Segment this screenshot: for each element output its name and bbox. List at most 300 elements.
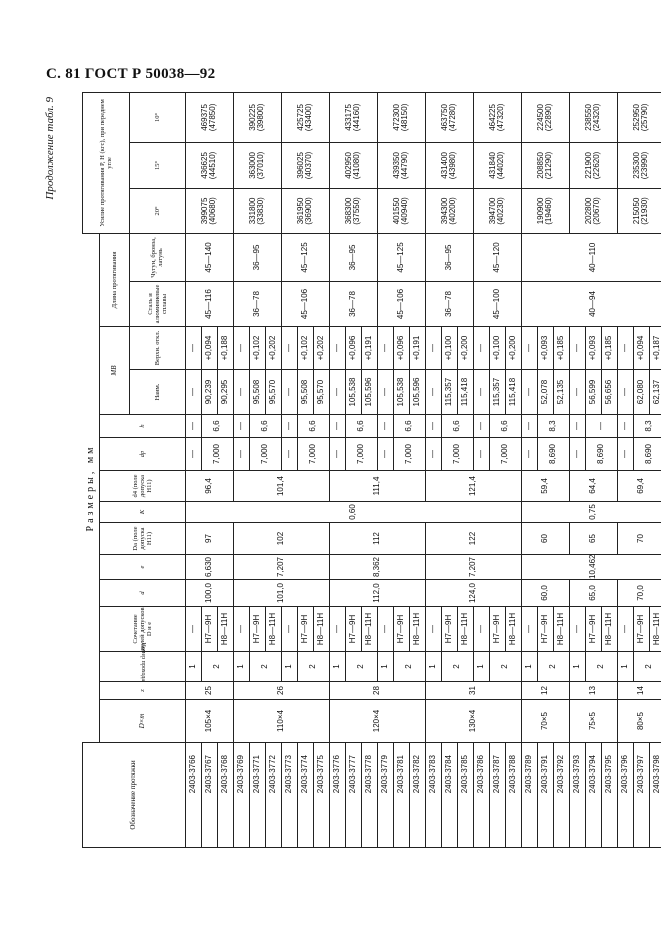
- tolerance-cell: —: [233, 607, 249, 652]
- d4-cell: 96,4: [185, 471, 233, 502]
- force-f15-cell: [281, 142, 329, 188]
- da-cell: 122: [425, 523, 521, 555]
- pass-number-cell: 2: [249, 652, 281, 682]
- force-f15-cell: [233, 142, 281, 188]
- tolerance-cell: —: [329, 607, 345, 652]
- header-force: Усилие протягивания P, Н (кгс), при переднем угле: [83, 92, 130, 233]
- pass-number-cell: 2: [393, 652, 425, 682]
- designation-cell: 2403-3785: [457, 743, 473, 848]
- force-newtons: 235300: [631, 152, 641, 179]
- mb-min-cell: 115,357: [441, 370, 457, 415]
- h-cell: —: [585, 415, 617, 438]
- da-cell: 65: [569, 523, 617, 555]
- dp-cell: 7,000: [441, 438, 473, 471]
- force-newtons: 463750: [439, 104, 449, 131]
- e-cell: 10,462: [521, 555, 661, 580]
- z-cell: 28: [329, 682, 425, 700]
- designation-cell: 2403-3796: [617, 743, 633, 848]
- tolerance-cell: H7—9H: [537, 607, 553, 652]
- force-newtons: 436625: [199, 152, 209, 179]
- d-cell: 124,0: [425, 580, 521, 607]
- force-kgf: (21290): [544, 151, 553, 180]
- mb-min-cell: —: [281, 370, 297, 415]
- broach-dimensions-table: [82, 92, 661, 848]
- len-cast-cell: 45—125: [281, 233, 329, 281]
- d-cell: 101,0: [233, 580, 329, 607]
- mb-dev-cell: +0,202: [313, 327, 329, 370]
- h-cell: —: [473, 415, 489, 438]
- designation-cell: 2403-3791: [537, 743, 553, 848]
- header-length: Длина протягивания: [99, 233, 129, 326]
- force-newtons: 208850: [535, 152, 545, 179]
- force-kgf: (37550): [352, 197, 361, 225]
- mb-dev-cell: +0,191: [409, 327, 425, 370]
- len-steel-cell: 45—116: [185, 282, 233, 327]
- len-cast-cell: 36—95: [329, 233, 377, 281]
- dp-cell: —: [377, 438, 393, 471]
- pass-number-cell: 2: [201, 652, 233, 682]
- force-f10-cell: [281, 92, 329, 142]
- mb-dev-cell: —: [569, 327, 585, 370]
- tolerance-cell: H7—9H: [441, 607, 457, 652]
- dp-cell: 7,000: [393, 438, 425, 471]
- force-f10-cell: [329, 92, 377, 142]
- k-cell: 0,75: [521, 502, 661, 523]
- tolerance-cell: —: [617, 607, 633, 652]
- tolerance-cell: H8—11H: [313, 607, 329, 652]
- len-steel-cell: 36—78: [233, 282, 281, 327]
- force-newtons: 396025: [295, 152, 305, 179]
- force-newtons: 401550: [391, 197, 401, 225]
- force-kgf: (44790): [400, 151, 409, 180]
- force-kgf: (22890): [544, 103, 553, 132]
- tolerance-cell: H8—11H: [361, 607, 377, 652]
- h-cell: 6,6: [201, 415, 233, 438]
- force-f15-cell: [569, 142, 617, 188]
- mb-dev-cell: —: [521, 327, 537, 370]
- dp-cell: —: [473, 438, 489, 471]
- force-newtons: 202800: [583, 197, 593, 225]
- mb-dev-cell: +0,185: [601, 327, 617, 370]
- len-steel-cell: 36—78: [425, 282, 473, 327]
- mb-min-cell: 115,418: [457, 370, 473, 415]
- force-f15-cell: [377, 142, 425, 188]
- force-f10-cell: [425, 92, 473, 142]
- mb-dev-cell: +0,100: [441, 327, 457, 370]
- designation-cell: 2403-3781: [393, 743, 409, 848]
- da-cell: 60: [521, 523, 569, 555]
- designation-cell: 2403-3782: [409, 743, 425, 848]
- z-cell: 14: [617, 682, 661, 700]
- force-kgf: (40200): [448, 197, 457, 225]
- force-newtons: 215050: [631, 197, 641, 225]
- pass-number-cell: 1: [377, 652, 393, 682]
- table-continuation-label: Продолжение табл. 9: [44, 97, 56, 200]
- force-kgf: (44020): [496, 151, 505, 180]
- table-row: [521, 92, 537, 847]
- header-tolerance: Сочетание полей допусков D и e: [99, 607, 185, 652]
- mb-min-cell: 105,538: [393, 370, 409, 415]
- d4-cell: 64,4: [569, 471, 617, 502]
- designation-cell: 2403-3786: [473, 743, 489, 848]
- e-cell: 8,362: [329, 555, 425, 580]
- designation-cell: 2403-3772: [265, 743, 281, 848]
- force-kgf: (23990): [640, 151, 649, 180]
- da-cell: 97: [185, 523, 233, 555]
- dp-cell: 7,000: [201, 438, 233, 471]
- d-cell: 100,0: [185, 580, 233, 607]
- mb-min-cell: —: [617, 370, 633, 415]
- tolerance-cell: H8—11H: [601, 607, 617, 652]
- h-cell: 6,6: [345, 415, 377, 438]
- k-cell: 0,60: [185, 502, 521, 523]
- mb-min-cell: 95,570: [265, 370, 281, 415]
- z-cell: 13: [569, 682, 617, 700]
- dp-cell: 7,000: [489, 438, 521, 471]
- pass-number-cell: 1: [329, 652, 345, 682]
- mb-min-cell: —: [233, 370, 249, 415]
- designation-cell: 2403-3788: [505, 743, 521, 848]
- tolerance-cell: H8—11H: [265, 607, 281, 652]
- mb-dev-cell: +0,096: [345, 327, 361, 370]
- d4-cell: 59,4: [521, 471, 569, 502]
- mb-dev-cell: —: [473, 327, 489, 370]
- table-row: [329, 92, 345, 847]
- header-designation: Обозначение протяжки: [83, 743, 186, 848]
- mb-min-cell: —: [185, 370, 201, 415]
- tolerance-cell: —: [377, 607, 393, 652]
- dp-cell: 7,000: [297, 438, 329, 471]
- designation-cell: 2403-3766: [185, 743, 201, 848]
- header-dm: D×m: [99, 700, 185, 743]
- pass-number-cell: 2: [585, 652, 617, 682]
- h-cell: —: [569, 415, 585, 438]
- d4-cell: 101,4: [233, 471, 329, 502]
- h-cell: 8,3: [633, 415, 661, 438]
- header-d4: d4 (поле допуска H11): [99, 471, 185, 502]
- mb-dev-cell: +0,187: [649, 327, 661, 370]
- header-k: K: [99, 502, 185, 523]
- page-title: С. 81 ГОСТ Р 50038—92: [46, 66, 216, 82]
- dp-cell: —: [521, 438, 537, 471]
- table-row: [185, 92, 201, 847]
- designation-cell: 2403-3795: [601, 743, 617, 848]
- h-cell: —: [521, 415, 537, 438]
- tolerance-cell: —: [425, 607, 441, 652]
- force-kgf: (44510): [208, 151, 217, 180]
- force-kgf: (43980): [448, 151, 457, 180]
- mb-min-cell: —: [473, 370, 489, 415]
- force-kgf: (40370): [304, 151, 313, 180]
- force-kgf: (44160): [352, 103, 361, 132]
- mb-min-cell: 52,078: [537, 370, 553, 415]
- len-steel-cell: 45—100: [473, 282, 521, 327]
- mb-dev-cell: —: [281, 327, 297, 370]
- force-newtons: 399075: [199, 197, 209, 225]
- h-cell: 6,6: [441, 415, 473, 438]
- force-newtons: 368300: [343, 197, 353, 225]
- mb-min-cell: 56,599: [585, 370, 601, 415]
- pass-number-cell: 1: [185, 652, 201, 682]
- tolerance-cell: H8—11H: [505, 607, 521, 652]
- force-f20-cell: [185, 188, 233, 233]
- dm-cell: 70×5: [521, 700, 569, 743]
- header-f15: 15°: [129, 142, 185, 188]
- h-cell: 6,6: [297, 415, 329, 438]
- force-f15-cell: [185, 142, 233, 188]
- mb-dev-cell: +0,100: [489, 327, 505, 370]
- len-cast-cell: 45—140: [185, 233, 233, 281]
- mb-min-cell: —: [521, 370, 537, 415]
- d-cell: 70,0: [617, 580, 661, 607]
- mb-min-cell: 52,135: [553, 370, 569, 415]
- force-kgf: (48150): [400, 103, 409, 132]
- force-kgf: (20670): [592, 197, 601, 225]
- mb-dev-cell: +0,094: [201, 327, 217, 370]
- designation-cell: 2403-3775: [313, 743, 329, 848]
- header-pass-number: [99, 642, 185, 682]
- dp-cell: 7,000: [249, 438, 281, 471]
- force-newtons: 431840: [487, 152, 497, 179]
- mb-dev-cell: +0,093: [537, 327, 553, 370]
- force-newtons: 221900: [583, 152, 593, 179]
- d4-cell: 121,4: [425, 471, 521, 502]
- force-kgf: (25790): [640, 103, 649, 132]
- designation-cell: 2403-3771: [249, 743, 265, 848]
- designation-cell: 2403-3798: [649, 743, 661, 848]
- tolerance-cell: H7—9H: [393, 607, 409, 652]
- force-newtons: 224500: [535, 104, 545, 131]
- mb-dev-cell: +0,200: [457, 327, 473, 370]
- d-cell: 60,0: [521, 580, 569, 607]
- h-cell: 8,3: [537, 415, 569, 438]
- z-cell: 26: [233, 682, 329, 700]
- force-f10-cell: [233, 92, 281, 142]
- h-cell: —: [281, 415, 297, 438]
- d4-cell: 69,4: [617, 471, 661, 502]
- force-kgf: (33830): [256, 197, 265, 225]
- table-row: [617, 92, 633, 847]
- header-da: Da (поле допуска H11): [99, 523, 185, 555]
- pass-number-cell: 1: [569, 652, 585, 682]
- force-f10-cell: [185, 92, 233, 142]
- tolerance-cell: H8—11H: [457, 607, 473, 652]
- force-f15-cell: [617, 142, 661, 188]
- tolerance-cell: H7—9H: [201, 607, 217, 652]
- force-f20-cell: [329, 188, 377, 233]
- dp-cell: 7,000: [345, 438, 377, 471]
- force-kgf: (22620): [592, 151, 601, 180]
- header-mb-dev: Верхн. откл.: [129, 327, 185, 370]
- header-mb-min: Наим.: [129, 370, 185, 415]
- rotated-table-frame: [42, 93, 661, 848]
- table-body: [185, 92, 661, 847]
- force-f10-cell: [617, 92, 661, 142]
- designation-cell: 2403-3778: [361, 743, 377, 848]
- mb-min-cell: 115,357: [489, 370, 505, 415]
- tolerance-cell: H7—9H: [297, 607, 313, 652]
- pass-number-cell: 1: [521, 652, 537, 682]
- tolerance-cell: H7—9H: [633, 607, 649, 652]
- tolerance-cell: H7—9H: [585, 607, 601, 652]
- mb-min-cell: —: [377, 370, 393, 415]
- tolerance-cell: H7—9H: [249, 607, 265, 652]
- mb-dev-cell: +0,191: [361, 327, 377, 370]
- designation-cell: 2403-3769: [233, 743, 249, 848]
- pass-number-cell: 1: [281, 652, 297, 682]
- mb-min-cell: 105,596: [361, 370, 377, 415]
- force-newtons: 433175: [343, 104, 353, 131]
- dm-cell: 75×5: [569, 700, 617, 743]
- h-cell: 6,6: [489, 415, 521, 438]
- designation-cell: 2403-3777: [345, 743, 361, 848]
- force-kgf: (47850): [208, 103, 217, 132]
- dm-cell: 80×5: [617, 700, 661, 743]
- force-kgf: (21930): [640, 197, 649, 225]
- header-dp: dp: [99, 438, 185, 471]
- len-cast-cell: 40—110: [521, 233, 661, 281]
- mb-dev-cell: —: [185, 327, 201, 370]
- mb-dev-cell: +0,102: [249, 327, 265, 370]
- z-cell: 12: [521, 682, 569, 700]
- designation-cell: 2403-3784: [441, 743, 457, 848]
- tolerance-cell: —: [185, 607, 201, 652]
- force-f15-cell: [473, 142, 521, 188]
- force-kgf: (40230): [496, 197, 505, 225]
- pass-number-cell: 2: [297, 652, 329, 682]
- mb-dev-cell: —: [617, 327, 633, 370]
- designation-cell: 2403-3797: [633, 743, 649, 848]
- len-steel-cell: 45—106: [281, 282, 329, 327]
- mb-min-cell: —: [425, 370, 441, 415]
- tolerance-cell: —: [473, 607, 489, 652]
- h-cell: —: [329, 415, 345, 438]
- designation-cell: 2403-3794: [585, 743, 601, 848]
- mb-dev-cell: +0,093: [585, 327, 601, 370]
- len-steel-cell: 45—106: [377, 282, 425, 327]
- designation-cell: 2403-3787: [489, 743, 505, 848]
- header-sizes: Размеры, мм: [83, 233, 100, 742]
- dm-cell: 105×4: [185, 700, 233, 743]
- dp-cell: —: [185, 438, 201, 471]
- mb-dev-cell: +0,096: [393, 327, 409, 370]
- e-cell: 7,207: [233, 555, 329, 580]
- mb-min-cell: 115,418: [505, 370, 521, 415]
- header-z: z: [99, 682, 185, 700]
- force-f15-cell: [521, 142, 569, 188]
- mb-min-cell: 95,508: [297, 370, 313, 415]
- force-kgf: (43400): [304, 103, 313, 132]
- force-f20-cell: [521, 188, 569, 233]
- table-row: [569, 92, 585, 847]
- mb-min-cell: 90,295: [217, 370, 233, 415]
- len-steel-cell: 36—78: [329, 282, 377, 327]
- mb-dev-cell: +0,202: [265, 327, 281, 370]
- force-kgf: (47320): [496, 103, 505, 132]
- force-f15-cell: [329, 142, 377, 188]
- da-cell: 102: [233, 523, 329, 555]
- tolerance-cell: H8—11H: [217, 607, 233, 652]
- force-f10-cell: [473, 92, 521, 142]
- len-cast-cell: 45—125: [377, 233, 425, 281]
- dp-cell: —: [281, 438, 297, 471]
- force-kgf: (40680): [208, 197, 217, 225]
- dp-cell: 8,690: [633, 438, 661, 471]
- force-f20-cell: [377, 188, 425, 233]
- tolerance-cell: H8—11H: [409, 607, 425, 652]
- table-row: [425, 92, 441, 847]
- da-cell: 112: [329, 523, 425, 555]
- dp-cell: 8,690: [537, 438, 569, 471]
- designation-cell: 2403-3783: [425, 743, 441, 848]
- table-row: [233, 92, 249, 847]
- h-cell: —: [377, 415, 393, 438]
- designation-cell: 2403-3779: [377, 743, 393, 848]
- force-newtons: 464225: [487, 104, 497, 131]
- header-len-steel: Сталь и алюминиевые сплавы: [129, 282, 185, 327]
- force-kgf: (36900): [304, 197, 313, 225]
- mb-min-cell: 56,656: [601, 370, 617, 415]
- h-cell: —: [233, 415, 249, 438]
- designation-cell: 2403-3793: [569, 743, 585, 848]
- dp-cell: —: [425, 438, 441, 471]
- pass-number-cell: 1: [233, 652, 249, 682]
- header-h: h: [99, 415, 185, 438]
- mb-dev-cell: +0,102: [297, 327, 313, 370]
- dp-cell: —: [617, 438, 633, 471]
- designation-cell: 2403-3768: [217, 743, 233, 848]
- pass-number-cell: 1: [425, 652, 441, 682]
- force-kgf: (39800): [256, 103, 265, 132]
- force-f10-cell: [569, 92, 617, 142]
- mb-dev-cell: —: [425, 327, 441, 370]
- force-newtons: 363000: [247, 152, 257, 179]
- h-cell: —: [425, 415, 441, 438]
- mb-dev-cell: +0,094: [633, 327, 649, 370]
- mb-dev-cell: +0,185: [553, 327, 569, 370]
- force-f20-cell: [569, 188, 617, 233]
- force-kgf: (47280): [448, 103, 457, 132]
- dm-cell: 120×4: [329, 700, 425, 743]
- force-kgf: (40940): [400, 197, 409, 225]
- force-f20-cell: [473, 188, 521, 233]
- e-cell: 6,630: [185, 555, 233, 580]
- designation-cell: 2403-3774: [297, 743, 313, 848]
- mb-min-cell: 105,596: [409, 370, 425, 415]
- dm-cell: 130×4: [425, 700, 521, 743]
- pass-number-cell: 2: [489, 652, 521, 682]
- force-newtons: 431400: [439, 152, 449, 179]
- tolerance-cell: H8—11H: [553, 607, 569, 652]
- tolerance-cell: H7—9H: [345, 607, 361, 652]
- force-newtons: 394300: [439, 197, 449, 225]
- mb-min-cell: —: [569, 370, 585, 415]
- len-steel-cell: 40—94: [521, 282, 661, 327]
- header-len-cast: Чугун, бронза, латунь: [129, 233, 185, 281]
- force-newtons: 469375: [199, 104, 209, 131]
- mb-dev-cell: —: [329, 327, 345, 370]
- pass-number-cell: 1: [473, 652, 489, 682]
- force-f10-cell: [521, 92, 569, 142]
- len-cast-cell: 45—120: [473, 233, 521, 281]
- force-newtons: 252950: [631, 104, 641, 131]
- tolerance-cell: —: [521, 607, 537, 652]
- pass-number-cell: 2: [345, 652, 377, 682]
- mb-dev-cell: —: [233, 327, 249, 370]
- mb-min-cell: 62,080: [633, 370, 649, 415]
- designation-cell: 2403-3789: [521, 743, 537, 848]
- pass-number-cell: 1: [617, 652, 633, 682]
